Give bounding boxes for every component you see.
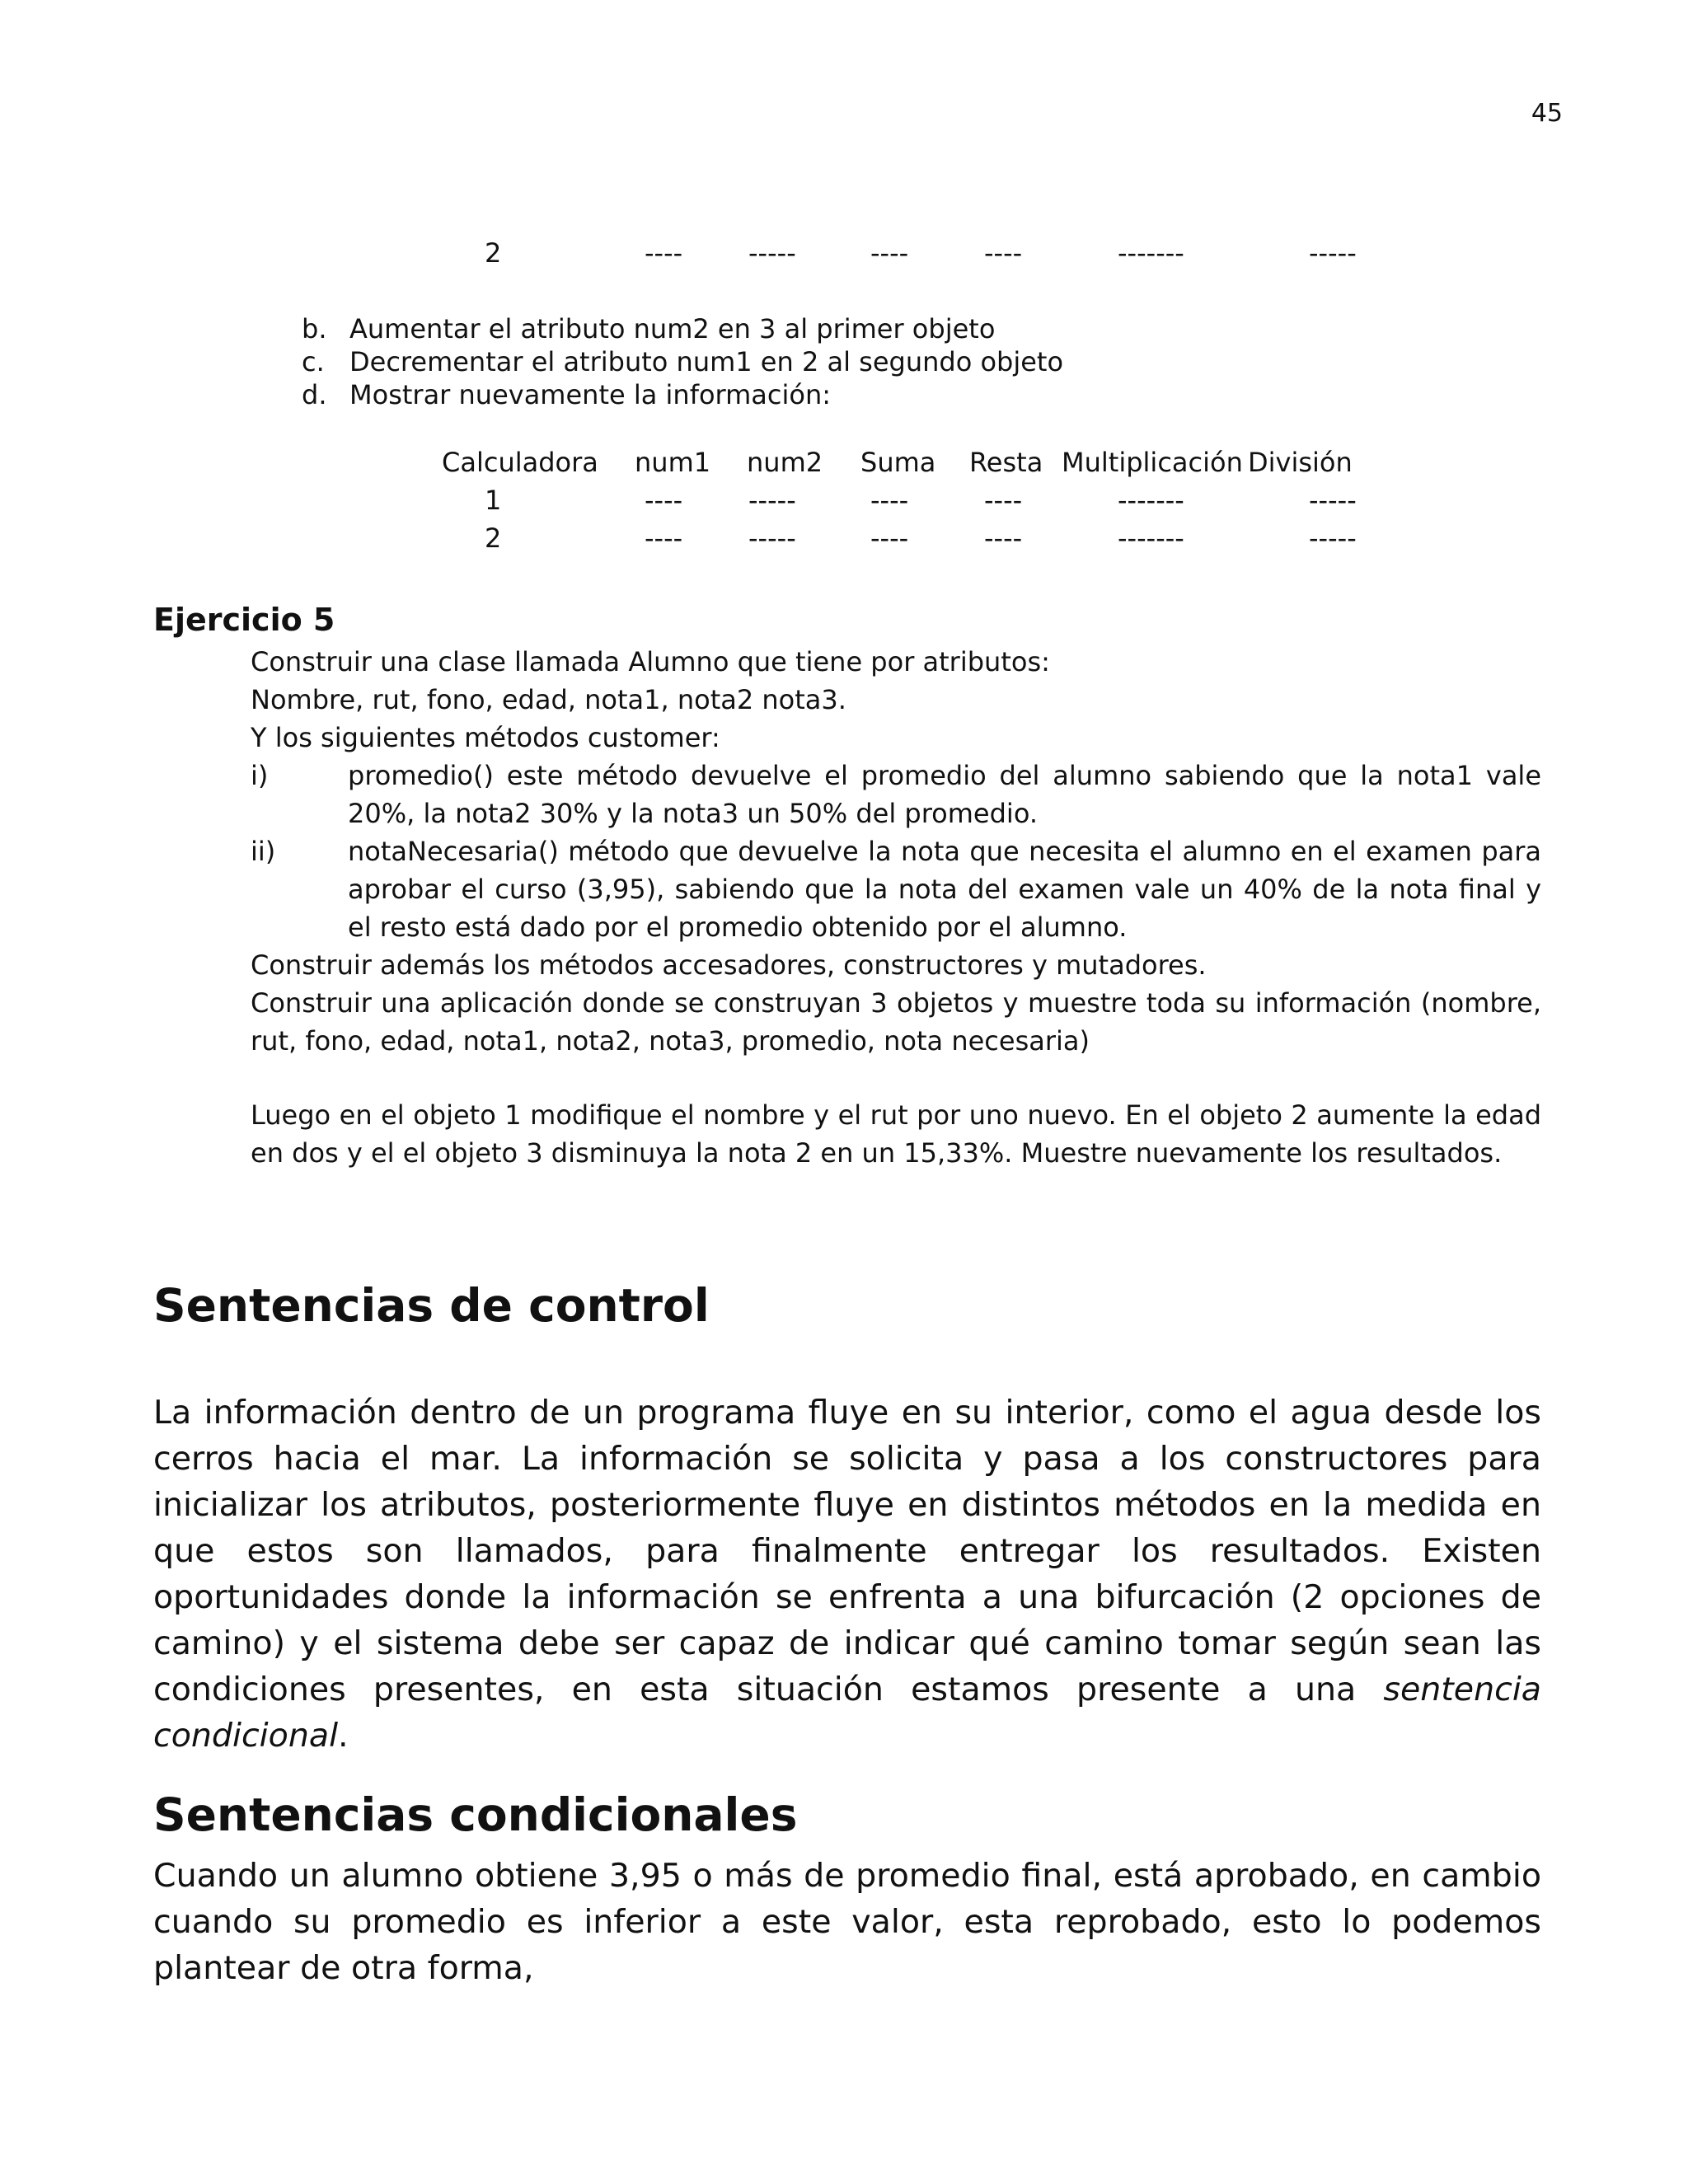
table-header: num2 bbox=[747, 447, 823, 478]
method-text: promedio() este método devuelve el promedio del alumno sabiendo que la nota1 vale 20%, la nota2 30% y la nota3 un 50% del promedio. bbox=[348, 760, 1541, 829]
table-cell: ---- bbox=[870, 485, 909, 516]
table-header: Suma bbox=[860, 447, 936, 478]
exercise-text: Luego en el objeto 1 modifique el nombre y el rut por uno nuevo. En el objeto 2 aumente la edad en dos y el el objeto 3 disminuya la nota 2 en un 15,33%. Muestre nuevamente los resultados. bbox=[251, 1099, 1541, 1169]
list-text: Decrementar el atributo num1 en 2 al segundo objeto bbox=[349, 346, 1064, 377]
table-header: num1 bbox=[635, 447, 711, 478]
page-number: 45 bbox=[1531, 99, 1563, 128]
table-cell: 1 bbox=[485, 485, 502, 516]
exercise-heading: Ejercicio 5 bbox=[153, 602, 335, 638]
exercise-text: Construir una clase llamada Alumno que tiene por atributos: bbox=[251, 646, 1050, 677]
exercise-text: Construir además los métodos accesadores, constructores y mutadores. bbox=[251, 949, 1207, 981]
exercise-text: Nombre, rut, fono, edad, nota1, nota2 nota3. bbox=[251, 684, 846, 715]
method-number: ii) bbox=[251, 836, 276, 867]
table-cell: ----- bbox=[1309, 237, 1357, 269]
paragraph-end: . bbox=[338, 1717, 349, 1755]
table-cell: 2 bbox=[485, 523, 502, 554]
exercise-text: Y los siguientes métodos customer: bbox=[251, 722, 720, 753]
table-cell: ----- bbox=[1309, 485, 1357, 516]
method-text: notaNecesaria() método que devuelve la nota que necesita el alumno en el examen para aprobar el curso (3,95), sabiendo que la nota del examen vale un 40% de la nota final y el resto está dado por el promedio obtenido por el alumno. bbox=[348, 836, 1541, 943]
exercise-text: Construir una aplicación donde se construyan 3 objetos y muestre toda su información (nombre, rut, fono, edad, nota1, nota2, nota3, promedio, nota necesaria) bbox=[251, 987, 1541, 1057]
section-title: Sentencias de control bbox=[153, 1279, 710, 1332]
table-cell: ----- bbox=[748, 237, 796, 269]
method-item bbox=[251, 832, 1541, 946]
table-header: Resta bbox=[969, 447, 1043, 478]
table-cell: ---- bbox=[645, 237, 683, 269]
list-marker: b. bbox=[302, 313, 327, 344]
table-cell: ---- bbox=[870, 237, 909, 269]
table-header: Multiplicación bbox=[1062, 447, 1243, 478]
list-marker: d. bbox=[302, 379, 327, 410]
body-paragraph bbox=[153, 1390, 1541, 1759]
table-cell: ----- bbox=[1309, 523, 1357, 554]
list-marker: c. bbox=[302, 346, 325, 377]
table-cell: 2 bbox=[485, 237, 502, 269]
table-cell: ---- bbox=[984, 485, 1023, 516]
table-cell: ------- bbox=[1118, 237, 1184, 269]
section-title: Sentencias condicionales bbox=[153, 1788, 798, 1841]
table-cell: ----- bbox=[748, 523, 796, 554]
table-cell: ------- bbox=[1118, 523, 1184, 554]
table-cell: ------- bbox=[1118, 485, 1184, 516]
table-cell: ---- bbox=[645, 485, 683, 516]
list-item bbox=[302, 379, 831, 410]
table-cell: ---- bbox=[984, 523, 1023, 554]
emphasis-text: sentencia condicional bbox=[153, 1671, 1541, 1755]
table-cell: ----- bbox=[748, 485, 796, 516]
list-text: Mostrar nuevamente la información: bbox=[349, 379, 832, 410]
table-cell: ---- bbox=[984, 237, 1023, 269]
table-header: División bbox=[1248, 447, 1353, 478]
body-paragraph: Cuando un alumno obtiene 3,95 o más de promedio final, está aprobado, en cambio cuando su promedio es inferior a este valor, esta reprobado, esto lo podemos plantear de otra forma, bbox=[153, 1857, 1541, 1987]
method-item bbox=[251, 757, 1541, 832]
table-cell: ---- bbox=[870, 523, 909, 554]
method-number: i) bbox=[251, 760, 269, 791]
paragraph-text: La información dentro de un programa fluye en su interior, como el agua desde los cerros hacia el mar. La información se solicita y pasa a los constructores para inicializar los atributos, posteriormente fluye en distintos métodos en la medida en que estos son llamados, para finalmente entregar los resultados. Existen oportunidades donde la información se enfrenta a una bifurcación (2 opciones de camino) y el sistema debe ser capaz de indicar qué camino tomar según sean las condiciones presentes, en esta situación estamos presente a una bbox=[153, 1394, 1541, 1708]
table-header: Calculadora bbox=[442, 447, 598, 478]
table-cell: ---- bbox=[645, 523, 683, 554]
list-item bbox=[302, 346, 1063, 377]
list-item bbox=[302, 313, 995, 344]
list-text: Aumentar el atributo num2 en 3 al primer objeto bbox=[349, 313, 996, 344]
